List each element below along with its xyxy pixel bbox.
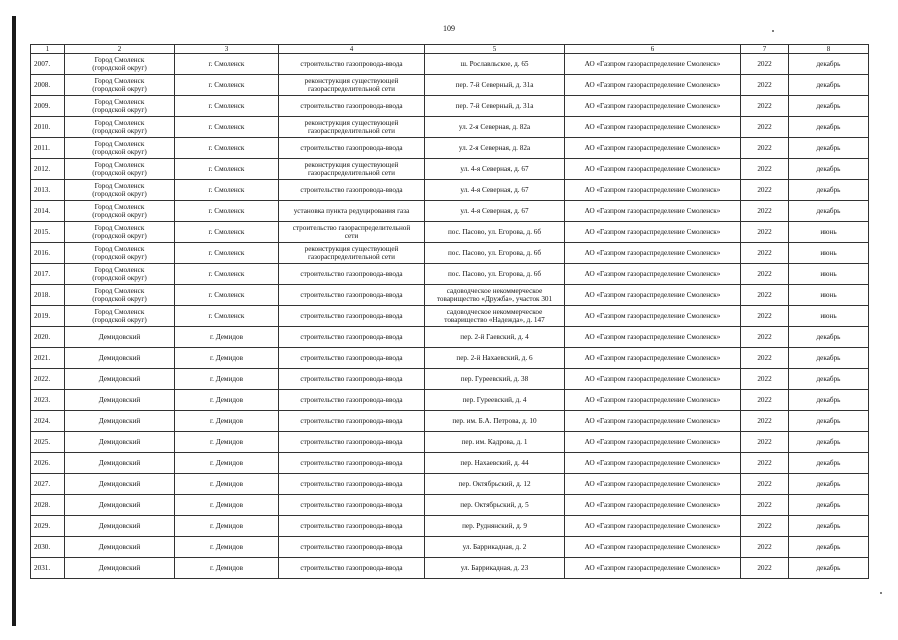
settlement-cell: г. Демидов	[175, 390, 279, 411]
address-cell: пос. Пасово, ул. Егорова, д. 6б	[425, 264, 565, 285]
table-row	[31, 180, 869, 201]
table-header-row	[31, 45, 869, 54]
work-type-cell: строительство газопровода-ввода	[279, 306, 425, 327]
row-number-cell: 2028.	[31, 495, 65, 516]
month-cell: декабрь	[789, 453, 869, 474]
work-type-cell: строительство газопровода-ввода	[279, 516, 425, 537]
year-cell: 2022	[741, 222, 789, 243]
address-cell: ул. 4-я Северная, д. 67	[425, 201, 565, 222]
address-cell: ул. 4-я Северная, д. 67	[425, 180, 565, 201]
year-cell: 2022	[741, 411, 789, 432]
header-cell: 3	[175, 45, 279, 54]
work-type-cell: строительство газопровода-ввода	[279, 96, 425, 117]
work-type-cell: строительство газопровода-ввода	[279, 537, 425, 558]
header-cell: 1	[31, 45, 65, 54]
settlement-cell: г. Смоленск	[175, 201, 279, 222]
year-cell: 2022	[741, 243, 789, 264]
settlement-cell: г. Демидов	[175, 432, 279, 453]
organization-cell: АО «Газпром газораспределение Смоленск»	[565, 138, 741, 159]
month-cell: декабрь	[789, 201, 869, 222]
settlement-cell: г. Смоленск	[175, 54, 279, 75]
year-cell: 2022	[741, 138, 789, 159]
settlement-cell: г. Демидов	[175, 327, 279, 348]
header-cell: 8	[789, 45, 869, 54]
month-cell: декабрь	[789, 138, 869, 159]
organization-cell: АО «Газпром газораспределение Смоленск»	[565, 516, 741, 537]
row-number-cell: 2021.	[31, 348, 65, 369]
work-type-cell: строительство газопровода-ввода	[279, 390, 425, 411]
row-number-cell: 2019.	[31, 306, 65, 327]
table-row	[31, 474, 869, 495]
organization-cell: АО «Газпром газораспределение Смоленск»	[565, 327, 741, 348]
address-cell: пер. им. Кадрова, д. 1	[425, 432, 565, 453]
row-number-cell: 2014.	[31, 201, 65, 222]
district-cell: Город Смоленск (городской округ)	[65, 201, 175, 222]
month-cell: декабрь	[789, 537, 869, 558]
district-cell: Город Смоленск (городской округ)	[65, 138, 175, 159]
settlement-cell: г. Демидов	[175, 474, 279, 495]
address-cell: пер. 7-й Северный, д. 31а	[425, 75, 565, 96]
year-cell: 2022	[741, 537, 789, 558]
district-cell: Демидовский	[65, 348, 175, 369]
month-cell: декабрь	[789, 159, 869, 180]
year-cell: 2022	[741, 516, 789, 537]
organization-cell: АО «Газпром газораспределение Смоленск»	[565, 264, 741, 285]
year-cell: 2022	[741, 264, 789, 285]
month-cell: декабрь	[789, 54, 869, 75]
row-number-cell: 2015.	[31, 222, 65, 243]
organization-cell: АО «Газпром газораспределение Смоленск»	[565, 54, 741, 75]
table-row	[31, 369, 869, 390]
row-number-cell: 2011.	[31, 138, 65, 159]
row-number-cell: 2030.	[31, 537, 65, 558]
work-type-cell: строительство газопровода-ввода	[279, 138, 425, 159]
organization-cell: АО «Газпром газораспределение Смоленск»	[565, 180, 741, 201]
settlement-cell: г. Смоленск	[175, 138, 279, 159]
month-cell: декабрь	[789, 516, 869, 537]
table-row	[31, 96, 869, 117]
work-type-cell: реконструкция существующей газораспределительной сети	[279, 243, 425, 264]
address-cell: ул. Баррикадная, д. 23	[425, 558, 565, 579]
month-cell: декабрь	[789, 432, 869, 453]
year-cell: 2022	[741, 306, 789, 327]
year-cell: 2022	[741, 453, 789, 474]
table-row	[31, 327, 869, 348]
settlement-cell: г. Демидов	[175, 411, 279, 432]
settlement-cell: г. Смоленск	[175, 75, 279, 96]
address-cell: пер. Гуреевский, д. 38	[425, 369, 565, 390]
year-cell: 2022	[741, 117, 789, 138]
district-cell: Демидовский	[65, 327, 175, 348]
year-cell: 2022	[741, 558, 789, 579]
address-cell: пер. 7-й Северный, д. 31а	[425, 96, 565, 117]
organization-cell: АО «Газпром газораспределение Смоленск»	[565, 159, 741, 180]
table-row	[31, 516, 869, 537]
work-type-cell: строительство газопровода-ввода	[279, 369, 425, 390]
work-type-cell: строительство газопровода-ввода	[279, 453, 425, 474]
district-cell: Город Смоленск (городской округ)	[65, 285, 175, 306]
header-cell: 2	[65, 45, 175, 54]
table-row	[31, 264, 869, 285]
table-row	[31, 453, 869, 474]
table-row	[31, 306, 869, 327]
month-cell: декабрь	[789, 180, 869, 201]
settlement-cell: г. Демидов	[175, 369, 279, 390]
district-cell: Город Смоленск (городской округ)	[65, 117, 175, 138]
month-cell: декабрь	[789, 75, 869, 96]
month-cell: декабрь	[789, 327, 869, 348]
address-cell: ш. Рославльское, д. 65	[425, 54, 565, 75]
table-row	[31, 348, 869, 369]
work-type-cell: строительство газопровода-ввода	[279, 432, 425, 453]
month-cell: декабрь	[789, 558, 869, 579]
work-type-cell: строительство газопровода-ввода	[279, 558, 425, 579]
month-cell: июнь	[789, 264, 869, 285]
year-cell: 2022	[741, 348, 789, 369]
settlement-cell: г. Смоленск	[175, 180, 279, 201]
organization-cell: АО «Газпром газораспределение Смоленск»	[565, 243, 741, 264]
table-row	[31, 390, 869, 411]
district-cell: Город Смоленск (городской округ)	[65, 54, 175, 75]
organization-cell: АО «Газпром газораспределение Смоленск»	[565, 537, 741, 558]
month-cell: декабрь	[789, 117, 869, 138]
row-number-cell: 2022.	[31, 369, 65, 390]
work-type-cell: строительство газопровода-ввода	[279, 264, 425, 285]
settlement-cell: г. Демидов	[175, 453, 279, 474]
settlement-cell: г. Демидов	[175, 558, 279, 579]
district-cell: Демидовский	[65, 474, 175, 495]
document-table	[30, 44, 869, 579]
work-type-cell: строительство газопровода-ввода	[279, 474, 425, 495]
address-cell: пер. им. Б.А. Петрова, д. 10	[425, 411, 565, 432]
address-cell: пер. Гуреевский, д. 4	[425, 390, 565, 411]
month-cell: июнь	[789, 285, 869, 306]
table-row	[31, 495, 869, 516]
table-row	[31, 537, 869, 558]
scan-speck	[880, 592, 882, 594]
header-cell: 4	[279, 45, 425, 54]
district-cell: Город Смоленск (городской округ)	[65, 306, 175, 327]
address-cell: ул. 2-я Северная, д. 82а	[425, 138, 565, 159]
month-cell: декабрь	[789, 369, 869, 390]
district-cell: Демидовский	[65, 369, 175, 390]
organization-cell: АО «Газпром газораспределение Смоленск»	[565, 117, 741, 138]
district-cell: Город Смоленск (городской округ)	[65, 222, 175, 243]
address-cell: пер. 2-й Гаевский, д. 4	[425, 327, 565, 348]
row-number-cell: 2010.	[31, 117, 65, 138]
district-cell: Демидовский	[65, 411, 175, 432]
settlement-cell: г. Демидов	[175, 537, 279, 558]
settlement-cell: г. Смоленск	[175, 117, 279, 138]
row-number-cell: 2008.	[31, 75, 65, 96]
organization-cell: АО «Газпром газораспределение Смоленск»	[565, 558, 741, 579]
organization-cell: АО «Газпром газораспределение Смоленск»	[565, 453, 741, 474]
work-type-cell: строительство газораспределительной сети	[279, 222, 425, 243]
table-row	[31, 285, 869, 306]
year-cell: 2022	[741, 201, 789, 222]
row-number-cell: 2009.	[31, 96, 65, 117]
address-cell: пер. Октябрьский, д. 12	[425, 474, 565, 495]
year-cell: 2022	[741, 390, 789, 411]
address-cell: садоводческое некоммерческое товарищество «Дружба», участок 301	[425, 285, 565, 306]
month-cell: декабрь	[789, 495, 869, 516]
month-cell: декабрь	[789, 96, 869, 117]
table-row	[31, 432, 869, 453]
district-cell: Город Смоленск (городской округ)	[65, 159, 175, 180]
organization-cell: АО «Газпром газораспределение Смоленск»	[565, 390, 741, 411]
settlement-cell: г. Смоленск	[175, 159, 279, 180]
month-cell: июнь	[789, 222, 869, 243]
settlement-cell: г. Смоленск	[175, 285, 279, 306]
row-number-cell: 2013.	[31, 180, 65, 201]
address-cell: ул. 2-я Северная, д. 82а	[425, 117, 565, 138]
organization-cell: АО «Газпром газораспределение Смоленск»	[565, 201, 741, 222]
district-cell: Демидовский	[65, 390, 175, 411]
organization-cell: АО «Газпром газораспределение Смоленск»	[565, 96, 741, 117]
row-number-cell: 2017.	[31, 264, 65, 285]
district-cell: Демидовский	[65, 558, 175, 579]
row-number-cell: 2031.	[31, 558, 65, 579]
organization-cell: АО «Газпром газораспределение Смоленск»	[565, 348, 741, 369]
organization-cell: АО «Газпром газораспределение Смоленск»	[565, 474, 741, 495]
work-type-cell: строительство газопровода-ввода	[279, 54, 425, 75]
header-cell: 7	[741, 45, 789, 54]
district-cell: Город Смоленск (городской округ)	[65, 264, 175, 285]
organization-cell: АО «Газпром газораспределение Смоленск»	[565, 369, 741, 390]
settlement-cell: г. Демидов	[175, 348, 279, 369]
organization-cell: АО «Газпром газораспределение Смоленск»	[565, 306, 741, 327]
year-cell: 2022	[741, 285, 789, 306]
month-cell: декабрь	[789, 390, 869, 411]
settlement-cell: г. Смоленск	[175, 306, 279, 327]
table-row	[31, 411, 869, 432]
scan-edge-bar	[12, 16, 16, 626]
work-type-cell: строительство газопровода-ввода	[279, 411, 425, 432]
row-number-cell: 2027.	[31, 474, 65, 495]
settlement-cell: г. Смоленск	[175, 96, 279, 117]
address-cell: ул. 4-я Северная, д. 67	[425, 159, 565, 180]
row-number-cell: 2026.	[31, 453, 65, 474]
month-cell: декабрь	[789, 411, 869, 432]
year-cell: 2022	[741, 369, 789, 390]
row-number-cell: 2007.	[31, 54, 65, 75]
row-number-cell: 2012.	[31, 159, 65, 180]
row-number-cell: 2018.	[31, 285, 65, 306]
year-cell: 2022	[741, 180, 789, 201]
row-number-cell: 2025.	[31, 432, 65, 453]
organization-cell: АО «Газпром газораспределение Смоленск»	[565, 285, 741, 306]
district-cell: Город Смоленск (городской округ)	[65, 75, 175, 96]
work-type-cell: реконструкция существующей газораспределительной сети	[279, 117, 425, 138]
table-row	[31, 243, 869, 264]
header-cell: 5	[425, 45, 565, 54]
work-type-cell: строительство газопровода-ввода	[279, 285, 425, 306]
address-cell: пер. Нахаевский, д. 44	[425, 453, 565, 474]
row-number-cell: 2020.	[31, 327, 65, 348]
table-row	[31, 75, 869, 96]
month-cell: июнь	[789, 243, 869, 264]
address-cell: пер. Октябрьский, д. 5	[425, 495, 565, 516]
header-cell: 6	[565, 45, 741, 54]
row-number-cell: 2016.	[31, 243, 65, 264]
address-cell: пер. Руднянский, д. 9	[425, 516, 565, 537]
district-cell: Демидовский	[65, 537, 175, 558]
address-cell: пер. 2-й Нахаевский, д. 6	[425, 348, 565, 369]
year-cell: 2022	[741, 159, 789, 180]
work-type-cell: установка пункта редуцирования газа	[279, 201, 425, 222]
district-cell: Демидовский	[65, 432, 175, 453]
settlement-cell: г. Смоленск	[175, 243, 279, 264]
work-type-cell: строительство газопровода-ввода	[279, 327, 425, 348]
work-type-cell: строительство газопровода-ввода	[279, 348, 425, 369]
district-cell: Демидовский	[65, 453, 175, 474]
year-cell: 2022	[741, 432, 789, 453]
settlement-cell: г. Демидов	[175, 495, 279, 516]
organization-cell: АО «Газпром газораспределение Смоленск»	[565, 411, 741, 432]
table-row	[31, 138, 869, 159]
work-type-cell: реконструкция существующей газораспределительной сети	[279, 75, 425, 96]
table-row	[31, 159, 869, 180]
year-cell: 2022	[741, 495, 789, 516]
address-cell: ул. Баррикадная, д. 2	[425, 537, 565, 558]
district-cell: Город Смоленск (городской округ)	[65, 96, 175, 117]
work-type-cell: строительство газопровода-ввода	[279, 180, 425, 201]
work-type-cell: строительство газопровода-ввода	[279, 495, 425, 516]
district-cell: Демидовский	[65, 495, 175, 516]
month-cell: июнь	[789, 306, 869, 327]
table-row	[31, 54, 869, 75]
month-cell: декабрь	[789, 474, 869, 495]
year-cell: 2022	[741, 474, 789, 495]
month-cell: декабрь	[789, 348, 869, 369]
year-cell: 2022	[741, 54, 789, 75]
organization-cell: АО «Газпром газораспределение Смоленск»	[565, 495, 741, 516]
district-cell: Город Смоленск (городской округ)	[65, 180, 175, 201]
table-row	[31, 222, 869, 243]
organization-cell: АО «Газпром газораспределение Смоленск»	[565, 432, 741, 453]
address-cell: пос. Пасово, ул. Егорова, д. 6б	[425, 243, 565, 264]
row-number-cell: 2024.	[31, 411, 65, 432]
table-row	[31, 117, 869, 138]
organization-cell: АО «Газпром газораспределение Смоленск»	[565, 222, 741, 243]
row-number-cell: 2029.	[31, 516, 65, 537]
table-row	[31, 558, 869, 579]
page-number: 109	[443, 24, 455, 33]
address-cell: пос. Пасово, ул. Егорова, д. 6б	[425, 222, 565, 243]
address-cell: садоводческое некоммерческое товарищество «Надежда», д. 147	[425, 306, 565, 327]
settlement-cell: г. Смоленск	[175, 222, 279, 243]
district-cell: Город Смоленск (городской округ)	[65, 243, 175, 264]
year-cell: 2022	[741, 327, 789, 348]
year-cell: 2022	[741, 75, 789, 96]
district-cell: Демидовский	[65, 516, 175, 537]
year-cell: 2022	[741, 96, 789, 117]
table-row	[31, 201, 869, 222]
work-type-cell: реконструкция существующей газораспределительной сети	[279, 159, 425, 180]
row-number-cell: 2023.	[31, 390, 65, 411]
settlement-cell: г. Смоленск	[175, 264, 279, 285]
settlement-cell: г. Демидов	[175, 516, 279, 537]
organization-cell: АО «Газпром газораспределение Смоленск»	[565, 75, 741, 96]
